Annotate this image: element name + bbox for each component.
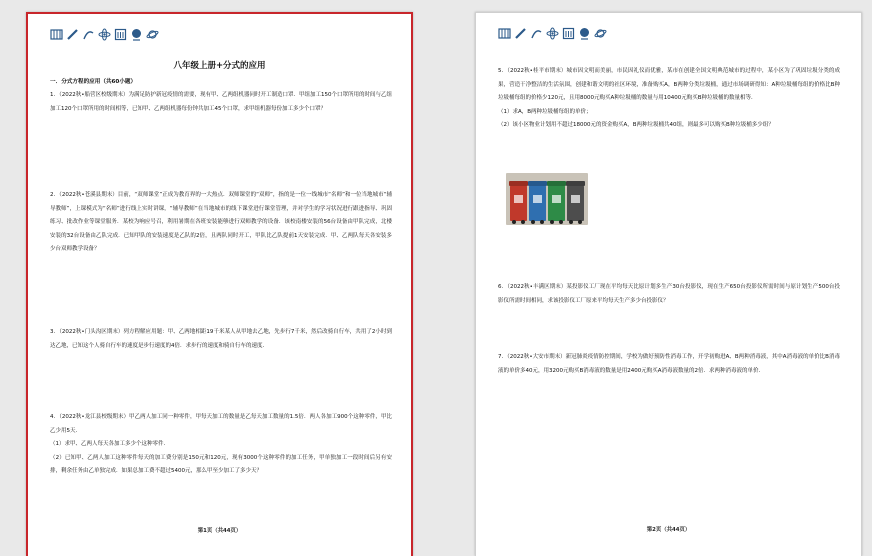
compass-icon (530, 27, 543, 40)
calculator-icon (114, 28, 127, 41)
planet-icon (594, 27, 607, 40)
green-bin (548, 185, 565, 221)
ruler-icon (514, 27, 527, 40)
question-4 (50, 411, 392, 479)
question-part: （1）求甲、乙两人每天各加工多少个这种零件． (50, 441, 170, 447)
question-text: 2．（2022秋•苍溪县期末）目前，“双师课堂”正成为教育界的一大热点．双师课堂的“双师”，指的是一位一线城市“名师”和一位当地城市“辅导教师”，上课模式为“名师”进行线上实时讲课，“辅导教师”在当地城市的线下课堂进行课堂管理，并对学生的学习状况进行跟进指导、巩固练习、批改作业等课堂服务．某校为响应号召，利用暑期在各班安装能够进行双师教学的设备．该校南楼安装的56台设备由甲队完成，北楼安装的32台设备由乙队完成．已知甲队的安装速度是乙队的2倍，且两队同时开工，甲队比乙队提前1天安装完成．甲、乙两队每天各安装多少台双师教学设备？ (50, 192, 392, 252)
document-page-1[interactable] (26, 12, 413, 556)
globe-icon (578, 27, 591, 40)
question-part: （2）已知甲、乙两人加工这种零件每天的加工费分别是150元和120元，现有3000个这种零件的加工任务，甲单独加工一段时间后另有安排，剩余任务由乙单独完成．如果总加工费不超过5400元，那么甲至少加工了多少天？ (50, 454, 392, 474)
document-title: 八年级上册+分式的应用 (173, 61, 266, 71)
document-page-2[interactable] (475, 12, 862, 556)
question-7 (498, 351, 840, 378)
globe-icon (130, 28, 143, 41)
ruler-icon (66, 28, 79, 41)
question-text: 5．（2022秋•桂平市期末）城市因文明而美丽，市民因礼仪而优雅，某市在创建全国文明典范城市的过程中，某小区为了巩固垃圾分类的成果，营造干净整洁的生活氛围，创建和谐文明的社区环境，准备购买A，B两种分类垃圾桶，通过市场调研得知：A种垃圾桶每组的价格比B种垃圾桶每组的价格少120元，且用8000元购买A种垃圾桶的数量与用10400元购买B种垃圾桶的数量相等． (498, 68, 840, 101)
question-5 (498, 65, 840, 133)
atom-icon (98, 28, 111, 41)
question-text: 3．（2022秋•门头沟区期末）列方程解应用题：甲、乙两地相距19千米某人从甲地去乙地，先步行7千米，然后改骑自行车，共用了2小时到达乙地，已知这个人骑自行车的速度是步行速度的4倍．求步行的速度和骑自行车的速度． (50, 329, 392, 349)
section-heading: 一．分式方程的应用（共60小题） (50, 79, 137, 85)
calculator-icon (562, 27, 575, 40)
question-3 (50, 326, 392, 353)
planet-icon (146, 28, 159, 41)
gray-bin (567, 185, 584, 221)
atom-icon (546, 27, 559, 40)
question-2 (50, 189, 392, 257)
question-part: （2）该小区物业计划用不超过18000元的资金购买A，B两种垃圾桶共40组，则最多可以购买B种垃圾桶多少组？ (498, 122, 774, 128)
question-1 (50, 89, 392, 116)
garbage-bins-image (506, 173, 588, 225)
subject-icon-bar (498, 27, 607, 40)
book-icon (498, 27, 511, 40)
question-part: （1）求A，B两种垃圾桶每组的单价； (498, 108, 592, 115)
question-text: 1．（2022秋•船营区校级期末）为满足防护新冠疫情的需要，现有甲、乙两组机器同时开工制造口罩．甲组加工150个口罩所用的时间与乙组加工120个口罩所用的时间相等，已知甲、乙两组机器每份钟共加工45个口罩，求甲组机器每份加工多少个口罩？ (50, 92, 392, 112)
blue-bin (529, 185, 546, 221)
book-icon (50, 28, 63, 41)
page-footer: 第1页（共44页） (197, 528, 242, 534)
question-text: 4．（2022秋•龙江县校级期末）甲乙两人加工同一种零件，甲每天加工的数量是乙每天加工数量的1.5倍．两人各加工900个这种零件，甲比乙少用5天． (50, 414, 392, 434)
question-text: 7．（2022秋•大安市期末）新冠肺炎疫情防控期间，学校为做好预防性消毒工作，开学初购进A、B两种消毒液，其中A消毒液的单价比B消毒液的单价多40元，用3200元购买B消毒液的数量是用2400元购买A消毒液数量的2倍．求两种消毒液的单价． (498, 354, 840, 374)
red-bin (510, 185, 527, 221)
compass-icon (82, 28, 95, 41)
page-footer: 第2页（共44页） (646, 527, 691, 533)
subject-icon-bar (50, 28, 159, 41)
question-text: 6．（2022秋•丰满区期末）某投影仪工厂现在平均每天比原计划多生产30台投影仪，现在生产650台投影仪所需时间与原计划生产500台投影仪所需时间相同，求该投影仪工厂原来平均每天生产多少台投影仪？ (498, 284, 840, 304)
question-6 (498, 281, 840, 308)
